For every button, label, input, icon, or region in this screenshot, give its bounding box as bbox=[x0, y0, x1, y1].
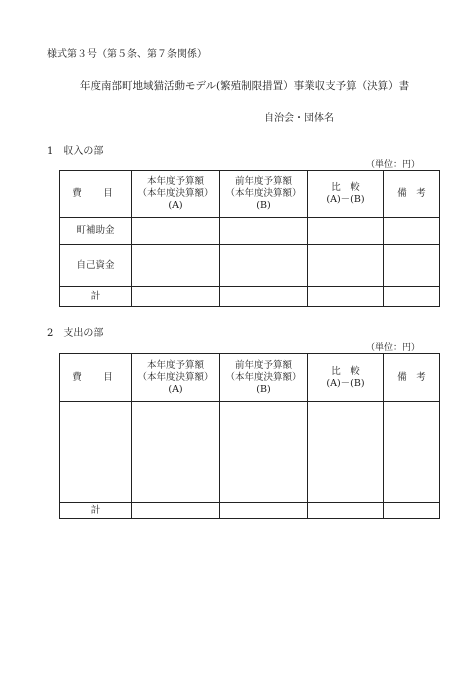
expense-unit: （単位：円） bbox=[366, 343, 421, 353]
table-row bbox=[60, 218, 440, 245]
income-header-previous: 前年度予算額 （本年度決算額） (B) bbox=[220, 171, 308, 218]
expense-header-item: 費 目 bbox=[60, 354, 132, 402]
income-section-title: 1 収入の部 bbox=[47, 146, 104, 157]
income-total-current[interactable] bbox=[132, 287, 220, 307]
income-row-item: 町補助金 bbox=[60, 218, 132, 245]
income-total-row bbox=[60, 287, 440, 307]
expense-cell-compare[interactable] bbox=[308, 402, 384, 503]
table-row bbox=[60, 402, 440, 503]
income-total-previous[interactable] bbox=[220, 287, 308, 307]
income-row-item: 自己資金 bbox=[60, 245, 132, 287]
expense-header-remarks: 備 考 bbox=[384, 354, 440, 402]
income-header-row bbox=[60, 171, 440, 218]
income-total-label: 計 bbox=[60, 287, 132, 307]
expense-header-row bbox=[60, 354, 440, 402]
income-header-compare: 比 較 (A)－(B) bbox=[308, 171, 384, 218]
income-cell-compare[interactable] bbox=[308, 218, 384, 245]
income-cell-current[interactable] bbox=[132, 218, 220, 245]
expense-total-remarks[interactable] bbox=[384, 503, 440, 519]
income-header-remarks: 備 考 bbox=[384, 171, 440, 218]
expense-total-compare[interactable] bbox=[308, 503, 384, 519]
income-cell-compare[interactable] bbox=[308, 245, 384, 287]
income-cell-remarks[interactable] bbox=[384, 218, 440, 245]
expense-cell-previous[interactable] bbox=[220, 402, 308, 503]
expense-table bbox=[59, 353, 440, 519]
income-cell-previous[interactable] bbox=[220, 218, 308, 245]
expense-total-current[interactable] bbox=[132, 503, 220, 519]
organization-label: 自治会・団体名 bbox=[264, 113, 334, 124]
income-table bbox=[59, 170, 440, 307]
expense-header-current: 本年度予算額 （本年度決算額） (A) bbox=[132, 354, 220, 402]
expense-cell-remarks[interactable] bbox=[384, 402, 440, 503]
income-cell-current[interactable] bbox=[132, 245, 220, 287]
expense-cell-item[interactable] bbox=[60, 402, 132, 503]
expense-header-compare: 比 較 (A)－(B) bbox=[308, 354, 384, 402]
expense-cell-current[interactable] bbox=[132, 402, 220, 503]
expense-header-previous: 前年度予算額 （本年度決算額） (B) bbox=[220, 354, 308, 402]
income-cell-previous[interactable] bbox=[220, 245, 308, 287]
income-total-remarks[interactable] bbox=[384, 287, 440, 307]
table-row bbox=[60, 245, 440, 287]
income-header-item: 費 目 bbox=[60, 171, 132, 218]
expense-total-row bbox=[60, 503, 440, 519]
expense-section-title: 2 支出の部 bbox=[47, 328, 104, 339]
document-title: 年度南部町地域猫活動モデル(繁殖制限措置）事業収支予算（決算）書 bbox=[80, 80, 410, 92]
income-header-current: 本年度予算額 （本年度決算額） (A) bbox=[132, 171, 220, 218]
income-unit: （単位：円） bbox=[366, 160, 421, 170]
expense-total-previous[interactable] bbox=[220, 503, 308, 519]
expense-total-label: 計 bbox=[60, 503, 132, 519]
income-total-compare[interactable] bbox=[308, 287, 384, 307]
income-cell-remarks[interactable] bbox=[384, 245, 440, 287]
form-number: 様式第３号（第５条、第７条関係） bbox=[47, 49, 207, 60]
